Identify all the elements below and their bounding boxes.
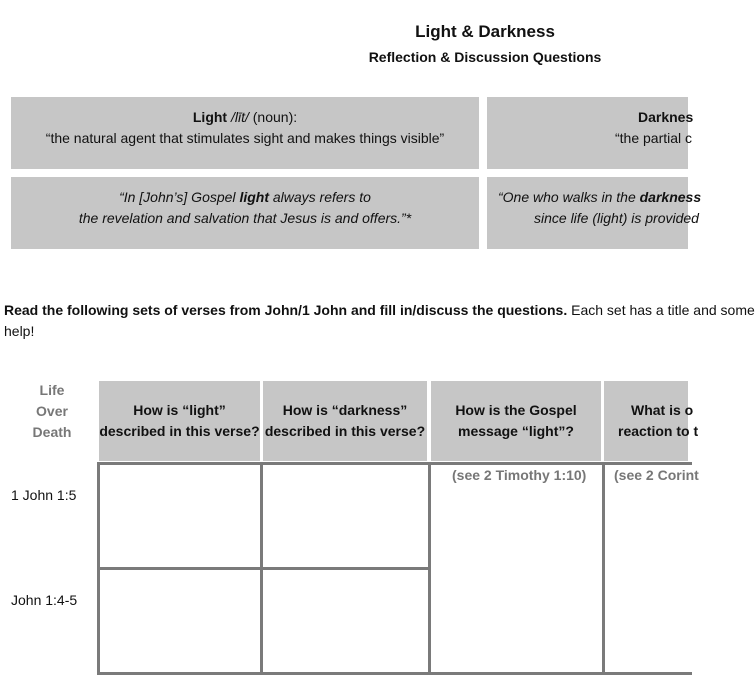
column-header-darkness-line2: described in this verse? bbox=[264, 423, 426, 439]
column-header-reaction-line2: reaction to t bbox=[618, 423, 699, 439]
page-title: Light & Darkness bbox=[415, 22, 555, 41]
row-label-2: John 1:4-5 bbox=[11, 592, 78, 608]
answer-cell-gospel[interactable] bbox=[428, 462, 605, 675]
darkness-meaning: “the partial c bbox=[615, 130, 693, 146]
light-definition-box bbox=[11, 97, 479, 169]
column-header-reaction-line1: What is o bbox=[631, 402, 694, 418]
row-label-1: 1 John 1:5 bbox=[11, 487, 77, 503]
answer-cell-reaction[interactable] bbox=[602, 462, 692, 675]
darkness-word: Darknes bbox=[638, 109, 694, 125]
answer-cell-r2-darkness[interactable] bbox=[260, 567, 431, 675]
column-header-darkness-line1: How is “darkness” bbox=[282, 402, 408, 418]
column-header-gospel-line2: message “light”? bbox=[458, 423, 574, 439]
column-header-gospel bbox=[431, 381, 601, 461]
column-header-gospel-line1: How is the Gospel bbox=[455, 402, 577, 418]
column-header-light-line2: described in this verse? bbox=[99, 423, 260, 439]
column-header-reaction bbox=[604, 381, 699, 461]
quote-left-pre: “In [John’s] Gospel bbox=[119, 189, 240, 205]
quote-right-line2: since life (light) is provided bbox=[534, 210, 699, 226]
answer-cell-r2-light[interactable] bbox=[97, 567, 263, 675]
column-header-light bbox=[99, 381, 260, 461]
quote-left-line2: the revelation and salvation that Jesus is and offers.”* bbox=[78, 210, 412, 226]
quote-left-post: always refers to bbox=[268, 189, 371, 205]
hint-gospel: (see 2 Timothy 1:10) bbox=[452, 467, 587, 483]
darkness-quote-box bbox=[487, 177, 702, 249]
quote-right-bold: darkness bbox=[639, 189, 702, 205]
light-word: Light bbox=[192, 109, 228, 125]
instructions bbox=[4, 300, 755, 342]
light-pronunciation: /līt/ bbox=[230, 109, 249, 125]
quote-left-bold: light bbox=[239, 189, 269, 205]
section-title-line1: Life bbox=[39, 382, 65, 398]
hint-reaction: (see 2 Corint bbox=[614, 467, 699, 483]
section-title-line3: Death bbox=[32, 424, 72, 440]
column-header-darkness bbox=[263, 381, 427, 461]
section-title-line2: Over bbox=[36, 403, 68, 419]
instructions-bold: Read the following sets of verses from John/1 John and fill in/discuss the questions. bbox=[4, 302, 568, 318]
instructions-normal: Each set has a title and some bbox=[567, 302, 755, 318]
light-meaning: “the natural agent that stimulates sight and makes things visible” bbox=[45, 130, 445, 146]
darkness-definition-box bbox=[487, 97, 694, 169]
john-light-quote-box bbox=[11, 177, 479, 249]
light-pos: (noun): bbox=[252, 109, 298, 125]
page-subtitle: Reflection & Discussion Questions bbox=[368, 49, 602, 65]
answer-cell-r1-darkness[interactable] bbox=[260, 462, 431, 570]
answer-cell-r1-light[interactable] bbox=[97, 462, 263, 570]
column-header-light-line1: How is “light” bbox=[133, 402, 226, 418]
quote-right-pre: “One who walks in the bbox=[498, 189, 640, 205]
section-title bbox=[22, 380, 82, 443]
instructions-line2: help! bbox=[4, 323, 35, 339]
